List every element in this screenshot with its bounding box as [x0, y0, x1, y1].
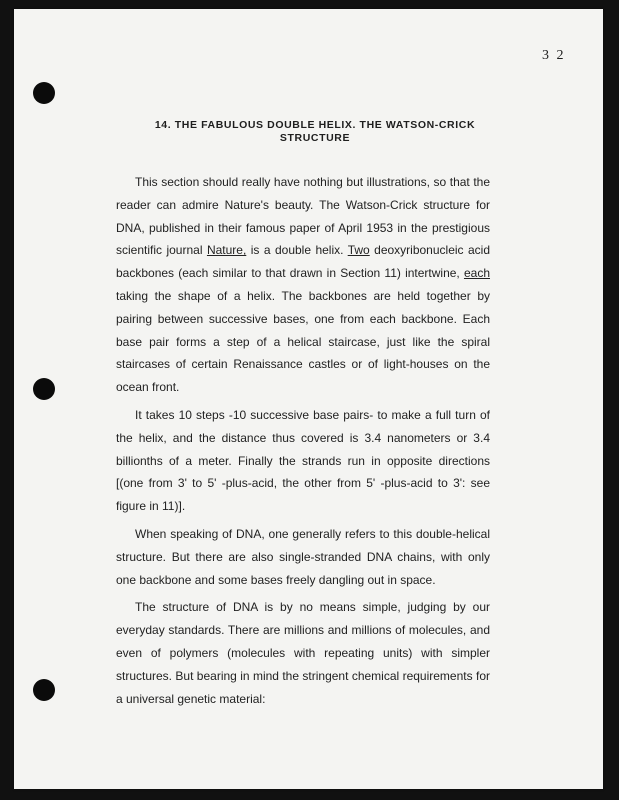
paragraph-1-text-a: This section should really have nothing but illustrations, so that the reader can admire Nature's beauty. The Watson-Crick structure for DNA, published in their famous paper of April 1953 in the prestigious scientific journal — [116, 175, 490, 258]
paragraph-1-text-b: is a double helix. — [246, 243, 348, 258]
journal-name-nature: Nature, — [206, 243, 247, 258]
emphasis-two: Two — [347, 243, 370, 258]
section-heading-line-1: 14. THE FABULOUS DOUBLE HELIX. THE WATSON-CRICK — [154, 119, 476, 131]
section-heading — [130, 119, 500, 145]
emphasis-each: each — [463, 266, 490, 281]
binder-hole-top — [33, 82, 55, 104]
section-heading-line-2: STRUCTURE — [279, 132, 351, 144]
paragraph-3: When speaking of DNA, one generally refers to this double-helical structure. But there are also single-stranded DNA chains, with only one backbone and some bases freely dangling out in space. — [116, 526, 490, 587]
paragraph-4: The structure of DNA is by no means simple, judging by our everyday standards. There are millions and millions of molecules, and even of polymers (molecules with repeating units) with simpler structures. But bearing in mind the stringent chemical requirements for a universal genetic material: — [116, 600, 490, 706]
binder-hole-middle — [33, 378, 55, 400]
paragraph-1-text-d: taking the shape of a helix. The backbones are held together by pairing between successive bases, one from each backbone. Each base pair forms a step of a helical staircase, just like the spiral staircases of certain Renaissance castles or of light-houses on the ocean front. — [116, 288, 490, 395]
binder-hole-bottom — [33, 679, 55, 701]
paragraph-2: It takes 10 steps -10 successive base pairs- to make a full turn of the helix, and the distance thus covered is 3.4 nanometers or 3.4 billionths of a meter. Finally the strands run in opposite directions [(one from 3' to 5' -plus-acid, the other from 5' -plus-acid to 3': see figure in 11)]. — [116, 407, 490, 514]
page-number: 3 2 — [542, 48, 566, 63]
paragraph-1 — [116, 171, 490, 399]
body-text — [116, 171, 490, 715]
paragraph-1-text-c: deoxyribonucleic acid backbones (each similar to that drawn in Section 11) intertwine, — [116, 243, 490, 281]
